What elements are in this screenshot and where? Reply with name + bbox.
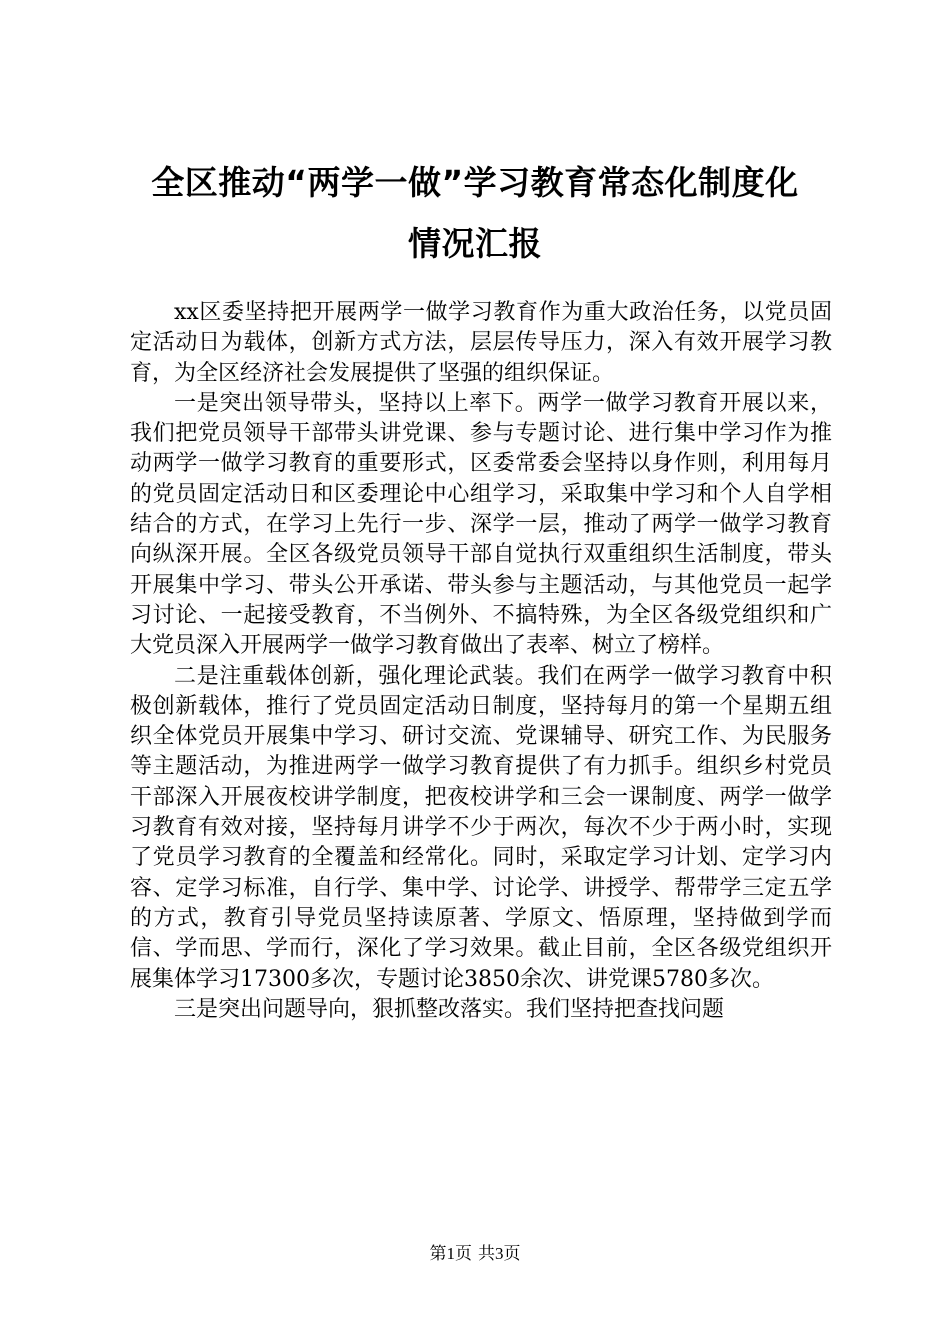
page-number: 第1页 (429, 1244, 472, 1263)
page-footer (0, 1244, 950, 1264)
paragraph-intro: xx区委坚持把开展两学一做学习教育作为重大政治任务，以党员固定活动日为载体，创新方式方法，层层传导压力，深入有效开展学习教育，为全区经济社会发展提供了坚强的组织保证。 (130, 300, 832, 386)
paragraph-point-two: 二是注重载体创新，强化理论武装。我们在两学一做学习教育中积极创新载体，推行了党员固定活动日制度，坚持每月的第一个星期五组织全体党员开展集中学习、研讨交流、党课辅导、研究工作、为民服务等主题活动，为推进两学一做学习教育提供了有力抓手。组织乡村党员干部深入开展夜校讲学制度，把夜校讲学和三会一课制度、两学一做学习教育有效对接，坚持每月讲学不少于两次，每次不少于两小时，实现了党员学习教育的全覆盖和经常化。同时，采取定学习计划、定学习内容、定学习标准，自行学、集中学、讨论学、讲授学、帮带学三定五学的方式，教育引导党员坚持读原著、学原文、悟原理，坚持做到学而信、学而思、学而行，深化了学习效果。截止目前，全区各级党组织开展集体学习17300多次，专题讨论3850余次、讲党课5780多次。 (130, 663, 832, 992)
page-total: 共3页 (478, 1244, 521, 1263)
document-title-line2: 情况汇报 (408, 224, 542, 263)
paragraph-point-three: 三是突出问题导向，狠抓整改落实。我们坚持把查找问题 (174, 996, 725, 1022)
document-title-line1: 全区推动“两学一做”学习教育常态化制度化 (151, 163, 799, 202)
document-body (130, 298, 832, 1025)
paragraph-point-one: 一是突出领导带头，坚持以上率下。两学一做学习教育开展以来，我们把党员领导干部带头讲党课、参与专题讨论、进行集中学习作为推动两学一做学习教育的重要形式，区委常委会坚持以身作则，利用每月的党员固定活动日和区委理论中心组学习，采取集中学习和个人自学相结合的方式，在学习上先行一步、深学一层，推动了两学一做学习教育向纵深开展。全区各级党员领导干部自觉执行双重组织生活制度，带头开展集中学习、带头公开承诺、带头参与主题活动，与其他党员一起学习讨论、一起接受教育，不当例外、不搞特殊，为全区各级党组织和广大党员深入开展两学一做学习教育做出了表率、树立了榜样。 (130, 390, 832, 659)
